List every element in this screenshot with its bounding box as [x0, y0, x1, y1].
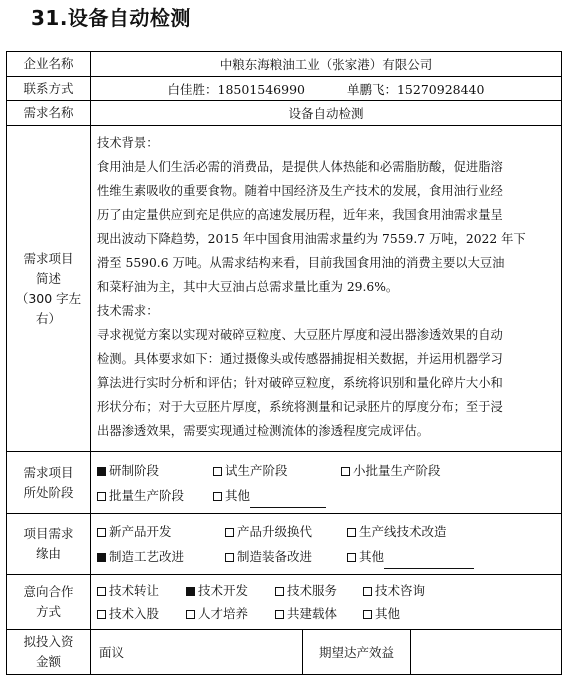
expected-benefit-value[interactable]: [411, 630, 562, 675]
summary-line: 寻求视觉方案以实现对破碎豆粒度、大豆胚片厚度和浸出器渗透效果的自动: [97, 328, 503, 342]
summary-line: 技术需求：: [97, 304, 159, 318]
reason-row: [7, 514, 562, 575]
reason-option-equipment[interactable]: 制造装备改进: [225, 544, 343, 569]
coop-option-equity[interactable]: 技术入股: [97, 602, 182, 625]
investment-row: [7, 630, 562, 675]
coop-option-development[interactable]: 技术开发: [186, 579, 271, 602]
summary-line: 性维生素吸收的重要食物。随着中国经济及生产技术的发展，食用油行业经: [97, 184, 503, 198]
other-blank-line[interactable]: [384, 554, 474, 569]
summary-line: 算法进行实时分析和评估；针对破碎豆粒度，系统将识别和量化碎片大小和: [97, 376, 503, 390]
contact-label: 联系方式: [7, 77, 91, 101]
cooperation-label-line: 方式: [35, 604, 61, 619]
summary-label-line: 简述: [35, 270, 61, 286]
reason-option-upgrade[interactable]: 产品升级换代: [225, 519, 343, 544]
stage-label-line: 所处阶段: [23, 484, 74, 500]
checkbox-icon: [225, 528, 234, 537]
summary-label-line: （300 字左: [15, 290, 82, 306]
stage-options: [91, 452, 562, 514]
reason-label: [7, 514, 91, 575]
checkbox-icon: [275, 587, 284, 596]
checkbox-icon: [341, 467, 350, 476]
page-title: 31.设备自动检测: [31, 6, 191, 30]
demand-name-value: 设备自动检测: [91, 101, 562, 126]
checkbox-icon: [225, 553, 234, 562]
summary-line: 技术背景：: [97, 136, 159, 150]
checkbox-checked-icon: [186, 587, 195, 596]
checkbox-icon: [213, 492, 222, 501]
stage-option-other[interactable]: 其他: [213, 483, 326, 508]
summary-line: 出器渗透效果，需要实现通过检测流体的渗透程度完成评估。: [97, 424, 430, 438]
demand-name-row: [7, 101, 562, 126]
stage-option-trial[interactable]: 试生产阶段: [213, 458, 337, 483]
stage-option-research[interactable]: 研制阶段: [97, 458, 209, 483]
demand-form-table: [6, 51, 562, 675]
contact-row: [7, 77, 562, 101]
summary-label-line: 需求项目: [23, 250, 74, 266]
checkbox-icon: [275, 610, 284, 619]
summary-label: [7, 126, 91, 452]
expected-benefit-label: 期望达产效益: [303, 630, 411, 675]
stage-label-line: 需求项目: [23, 464, 74, 480]
cooperation-row: [7, 575, 562, 630]
summary-line: 形状分布；对于大豆胚片厚度，系统将测量和记录胚片的厚度分布；至于浸: [97, 400, 503, 414]
summary-line: 历了由定量供应到充足供应的高速发展历程，近年来，我国食用油需求量呈: [97, 208, 503, 222]
coop-option-other[interactable]: 其他: [363, 602, 400, 625]
reason-option-other[interactable]: 其他: [347, 544, 474, 569]
checkbox-icon: [97, 528, 106, 537]
summary-row: [7, 126, 562, 452]
reason-option-line-renovation[interactable]: 生产线技术改造: [347, 519, 447, 544]
checkbox-icon: [97, 610, 106, 619]
checkbox-icon: [347, 553, 356, 562]
cooperation-label: [7, 575, 91, 630]
cooperation-options: [91, 575, 562, 630]
investment-label-line: 拟投入资: [23, 634, 74, 649]
reason-option-new-product[interactable]: 新产品开发: [97, 519, 221, 544]
contact-person-1: 白佳胜：18501546990: [167, 81, 305, 97]
other-blank-line[interactable]: [250, 493, 326, 508]
stage-label: [7, 452, 91, 514]
checkbox-icon: [97, 492, 106, 501]
company-row: [7, 52, 562, 77]
company-label: 企业名称: [7, 52, 91, 77]
checkbox-icon: [363, 587, 372, 596]
investment-label-line: 金额: [35, 654, 61, 669]
summary-line: 滑至 5590.6 万吨。从需求结构来看，目前我国食用油的消费主要以大豆油: [97, 256, 505, 270]
checkbox-icon: [213, 467, 222, 476]
checkbox-icon: [97, 587, 106, 596]
coop-option-service[interactable]: 技术服务: [275, 579, 359, 602]
coop-option-carrier[interactable]: 共建载体: [275, 602, 359, 625]
reason-label-line: 项目需求: [23, 526, 74, 541]
contact-person-2: 单鹏飞：15270928440: [346, 81, 485, 97]
cooperation-label-line: 意向合作: [23, 584, 74, 599]
stage-row: [7, 452, 562, 514]
checkbox-icon: [186, 610, 195, 619]
coop-option-transfer[interactable]: 技术转让: [97, 579, 182, 602]
contact-value: [91, 77, 562, 101]
summary-line: 现出波动下降趋势，2015 年中国食用油需求量约为 7559.7 万吨，2022 年下: [97, 232, 526, 246]
summary-line: 和菜籽油为主，其中大豆油占总需求量比重为 29.6%。: [97, 280, 399, 294]
demand-name-label: 需求名称: [7, 101, 91, 126]
stage-option-mass[interactable]: 批量生产阶段: [97, 483, 209, 508]
reason-option-process[interactable]: 制造工艺改进: [97, 544, 221, 569]
summary-line: 检测。具体要求如下：通过摄像头或传感器捕捉相关数据，并运用机器学习: [97, 352, 503, 366]
investment-value: 面议: [91, 630, 303, 675]
summary-line: 食用油是人们生活必需的消费品，是提供人体热能和必需脂肪酸，促进脂溶: [97, 160, 503, 174]
checkbox-icon: [347, 528, 356, 537]
coop-option-consulting[interactable]: 技术咨询: [363, 579, 425, 602]
reason-options: [91, 514, 562, 575]
checkbox-icon: [363, 610, 372, 619]
stage-option-small-batch[interactable]: 小批量生产阶段: [341, 458, 441, 483]
checkbox-checked-icon: [97, 553, 106, 562]
company-value: 中粮东海粮油工业（张家港）有限公司: [91, 52, 562, 77]
coop-option-talent[interactable]: 人才培养: [186, 602, 271, 625]
summary-text: [91, 126, 562, 452]
summary-label-line: 右）: [35, 310, 61, 326]
checkbox-checked-icon: [97, 467, 106, 476]
reason-label-line: 缘由: [35, 546, 61, 561]
investment-label: [7, 630, 91, 675]
